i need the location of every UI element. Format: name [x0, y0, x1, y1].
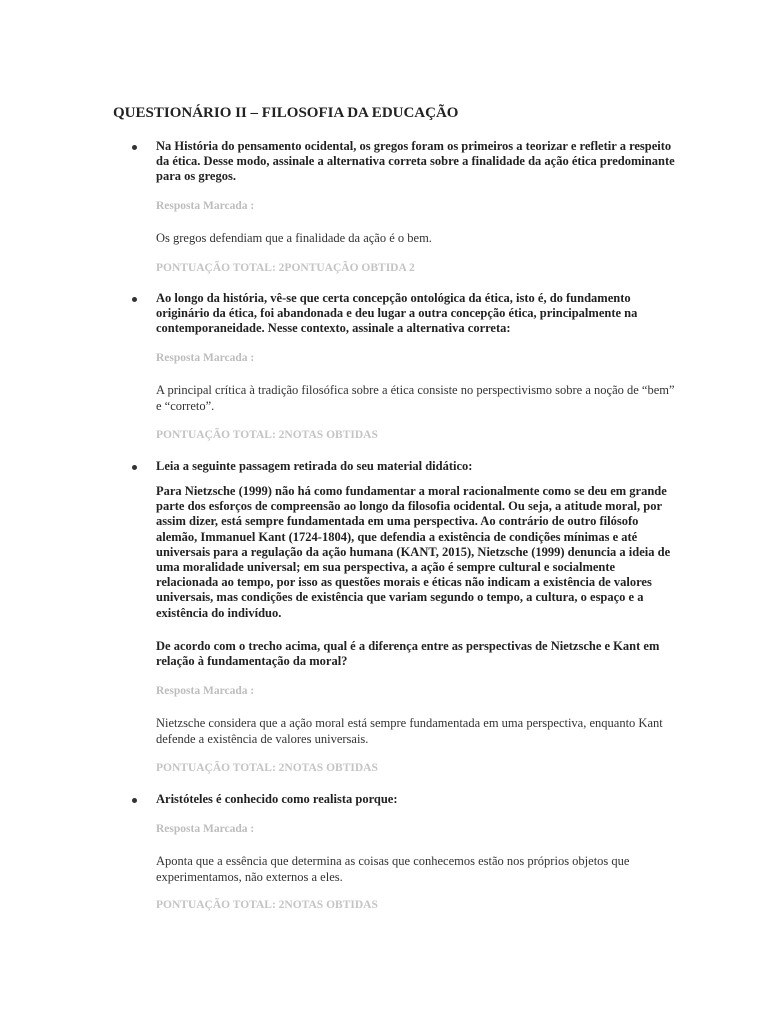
question-3-answer-label: Resposta Marcada :	[156, 685, 255, 697]
question-2-score: PONTUAÇÃO TOTAL: 2NOTAS OBTIDAS	[156, 429, 378, 441]
bullet-icon	[132, 798, 137, 803]
question-3-answer: Nietzsche considera que a ação moral está sempre fundamentada em uma perspectiva, enquanto Kant defende a existência de valores universais.	[156, 716, 663, 746]
question-2-answer-label: Resposta Marcada :	[156, 352, 255, 364]
question-2-answer: A principal crítica à tradição filosófica sobre a ética consiste no perspectivismo sobre a noção de “bem” e “correto”.	[156, 383, 675, 413]
question-4-score: PONTUAÇÃO TOTAL: 2NOTAS OBTIDAS	[156, 899, 378, 911]
bullet-icon	[132, 145, 137, 150]
question-3-prompt: De acordo com o trecho acima, qual é a diferença entre as perspectivas de Nietzsche e Kant em relação à fundamentação da moral?	[156, 639, 660, 669]
question-1-score: PONTUAÇÃO TOTAL: 2PONTUAÇÃO OBTIDA 2	[156, 262, 415, 274]
question-1-answer-label: Resposta Marcada :	[156, 200, 255, 212]
page-title: QUESTIONÁRIO II – FILOSOFIA DA EDUCAÇÃO	[113, 105, 459, 121]
bullet-icon	[132, 465, 137, 470]
question-4-answer-label: Resposta Marcada :	[156, 823, 255, 835]
question-1-text: Na História do pensamento ocidental, os gregos foram os primeiros a teorizar e refletir a respeito da ética. Desse modo, assinale a alternativa correta sobre a finalidade da ação ética predominante para os gregos.	[156, 139, 675, 184]
question-3-score: PONTUAÇÃO TOTAL: 2NOTAS OBTIDAS	[156, 762, 378, 774]
question-2-text: Ao longo da história, vê-se que certa concepção ontológica da ética, isto é, do fundamento originário da ética, foi abandonada e deu lugar a outra concepção ética, principalmente na contemporaneidade. Nesse contexto, assinale a alternativa correta:	[156, 291, 638, 336]
question-4-text: Aristóteles é conhecido como realista porque:	[156, 792, 398, 806]
bullet-icon	[132, 297, 137, 302]
question-1-answer: Os gregos defendiam que a finalidade da ação é o bem.	[156, 231, 432, 245]
question-3-passage: Para Nietzsche (1999) não há como fundamentar a moral racionalmente como se deu em grande parte dos esforços de compreensão ao longo da filosofia ocidental. Ou seja, a atitude moral, por assim dizer, está sempre fundamentada em uma perspectiva. Ao contrário de outro filósofo alemão, Immanuel Kant (1724-1804), que defendia a existência de condições mínimas e até universais para a regulação da ação humana (KANT, 2015), Nietzsche (1999) denuncia a ideia de uma moralidade universal; em sua perspectiva, a ação é sempre cultural e socialmente relacionada ao tempo, por isso as questões morais e éticas não indicam a existência de valores universais, mas condições de existência que variam segundo o tempo, a cultura, o espaço e a existência do indivíduo.	[156, 484, 671, 620]
question-3-text: Leia a seguinte passagem retirada do seu material didático:	[156, 459, 473, 473]
question-4-answer: Aponta que a essência que determina as coisas que conhecemos estão nos próprios objetos que experimentamos, não externos a eles.	[156, 854, 630, 884]
